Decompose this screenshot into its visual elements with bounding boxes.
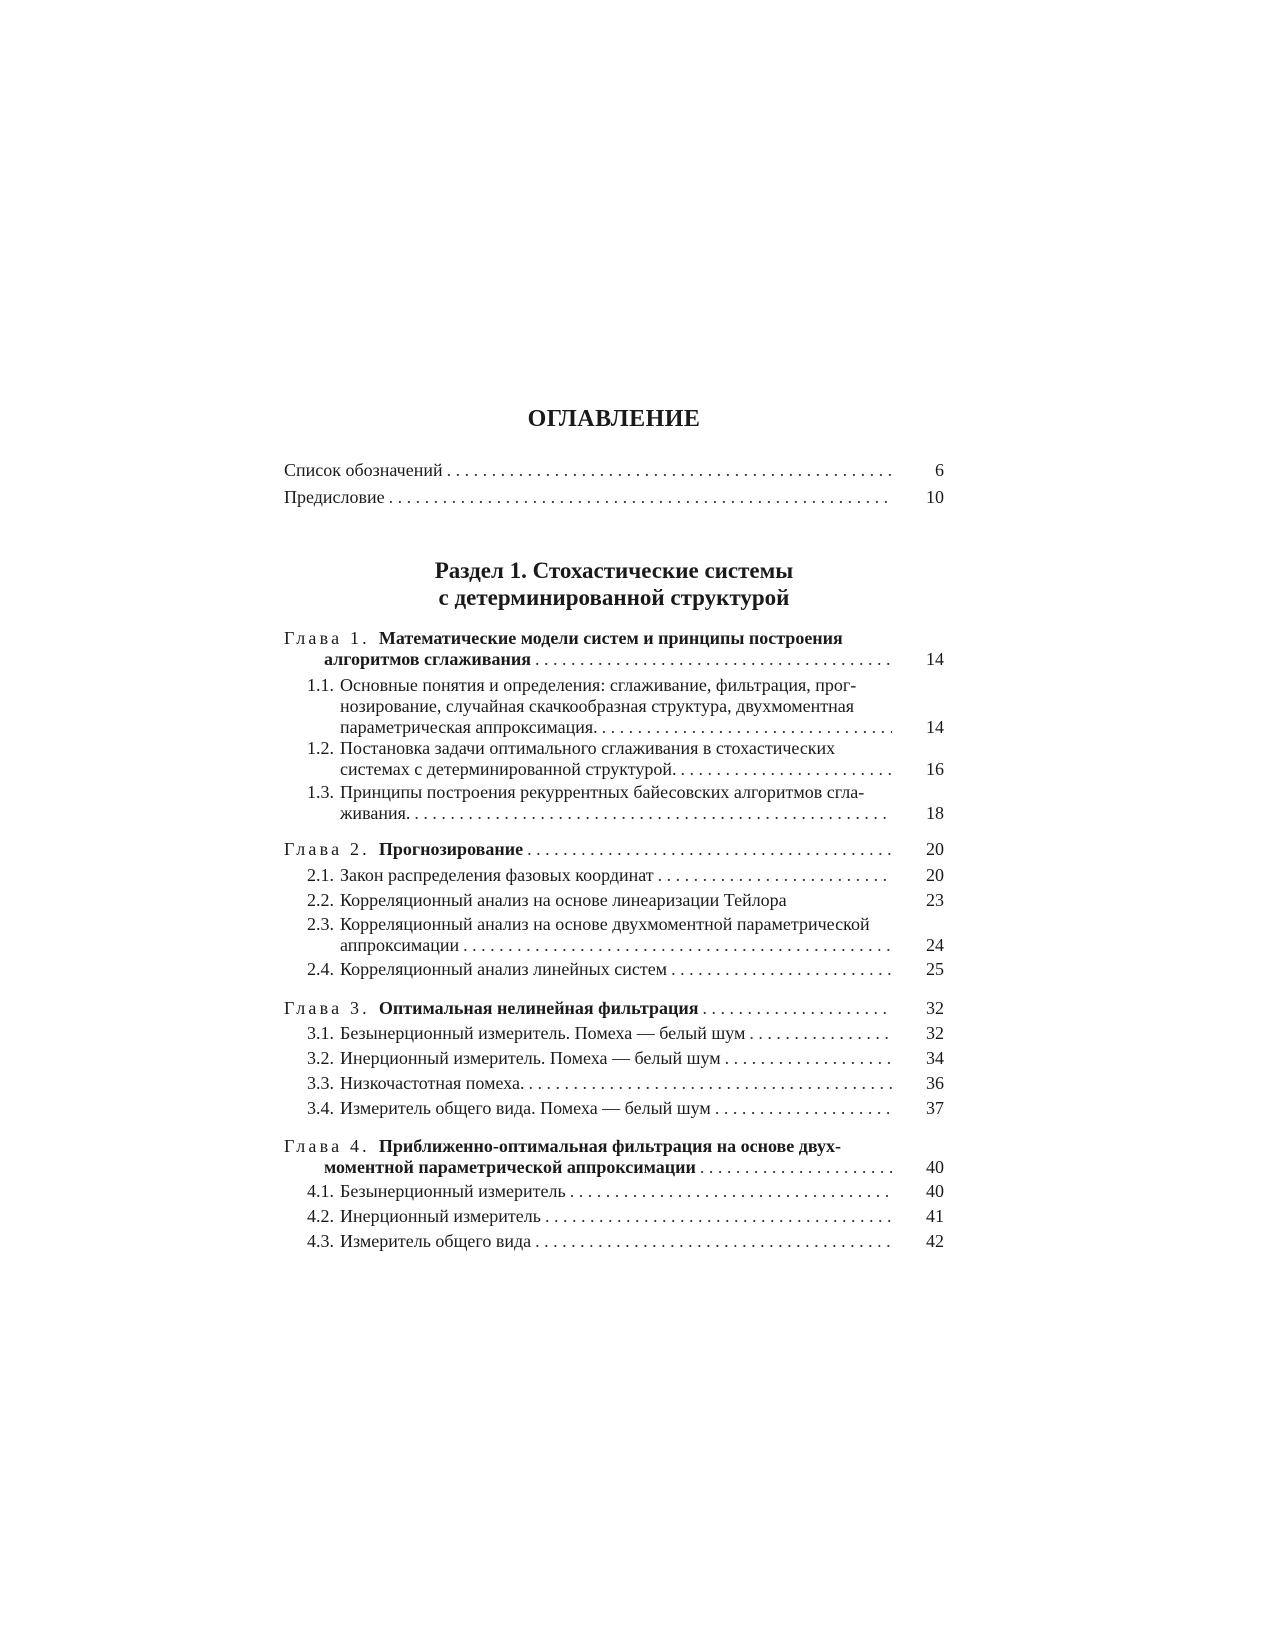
subsection-number: 4.3. [307, 1231, 334, 1251]
toc-subsection-2-4[interactable] [284, 959, 944, 980]
chapter-prefix: Глава 1. [284, 628, 370, 648]
toc-subsection-1-3[interactable] [284, 782, 944, 824]
page-number: 36 [926, 1073, 944, 1093]
page-number: 41 [926, 1206, 944, 1226]
page-number: 24 [926, 935, 944, 955]
toc-subsection-3-2[interactable] [284, 1048, 944, 1069]
toc-entry-preface[interactable] [284, 487, 944, 508]
entry-label: Список обозначений [284, 460, 443, 480]
dot-leader [389, 487, 892, 508]
chapter-prefix: Глава 2. [284, 839, 370, 859]
dot-leader [681, 759, 893, 780]
section-heading [284, 557, 944, 611]
toc-chapter-1[interactable] [284, 628, 944, 670]
subsection-number: 4.2. [307, 1206, 334, 1226]
subsection-line1: Низкочастотная помеха. [340, 1073, 525, 1093]
page-number: 32 [926, 1023, 944, 1043]
chapter-prefix: Глава 3. [284, 998, 370, 1018]
dot-leader [447, 460, 892, 481]
subsection-line1: Корреляционный анализ линейных систем [340, 959, 668, 979]
chapter-title-line1: Приближенно-оптимальная фильтрация на основе двух- [378, 1136, 841, 1156]
dot-leader [702, 998, 892, 1019]
page-number: 40 [926, 1157, 944, 1177]
page-number: 25 [926, 959, 944, 979]
subsection-number: 3.4. [307, 1098, 334, 1118]
entry-label: Предисловие [284, 487, 385, 507]
subsection-number: 3.3. [307, 1073, 334, 1093]
page-number: 10 [926, 487, 944, 507]
subsection-line1: Принципы построения рекуррентных байесовских алгоритмов сгла- [340, 782, 865, 802]
subsection-line1: Безынерционный измеритель [340, 1181, 566, 1201]
toc-subsection-4-3[interactable] [284, 1231, 944, 1252]
page-number: 23 [926, 890, 944, 910]
dot-leader [535, 649, 892, 670]
subsection-line1: Измеритель общего вида [340, 1231, 532, 1251]
dot-leader [570, 1181, 892, 1202]
dot-leader [715, 1098, 892, 1119]
subsection-line1: Основные понятия и определения: сглаживание, фильтрация, прог- [340, 675, 857, 695]
subsection-number: 2.2. [307, 890, 334, 910]
toc-subsection-3-3[interactable] [284, 1073, 944, 1094]
subsection-number: 2.3. [307, 914, 334, 934]
toc-subsection-3-4[interactable] [284, 1098, 944, 1119]
chapter-title-line2: моментной параметрической аппроксимации [324, 1157, 696, 1177]
section-heading-line1: Раздел 1. Стохастические системы [434, 558, 794, 583]
page-number: 40 [926, 1181, 944, 1201]
page-number: 18 [926, 803, 944, 823]
toc-subsection-4-2[interactable] [284, 1206, 944, 1227]
subsection-number: 3.1. [307, 1023, 334, 1043]
subsection-line1: Измеритель общего вида. Помеха — белый шум [340, 1098, 711, 1118]
subsection-line1: Безынерционный измеритель. Помеха — белый шум [340, 1023, 746, 1043]
dot-leader [528, 1073, 892, 1094]
subsection-line1: Закон распределения фазовых координат [340, 865, 654, 885]
page-number: 32 [926, 998, 944, 1018]
page-number: 6 [935, 460, 944, 480]
dot-leader [700, 1157, 892, 1178]
page-number: 20 [926, 839, 944, 859]
dot-leader [658, 865, 892, 886]
toc-subsection-2-3[interactable] [284, 914, 944, 956]
subsection-number: 2.1. [307, 865, 334, 885]
toc-subsection-4-1[interactable] [284, 1181, 944, 1202]
dot-leader [602, 717, 892, 738]
dot-leader [463, 935, 892, 956]
toc-entry-notation[interactable] [284, 460, 944, 481]
subsection-line1: Корреляционный анализ на основе двухмоментной параметрической [340, 914, 870, 934]
subsection-line2: аппроксимации [340, 935, 460, 955]
subsection-line1: Инерционный измеритель. Помеха — белый шум [340, 1048, 721, 1068]
page-number: 16 [926, 759, 944, 779]
subsection-line1: Постановка задачи оптимального сглаживания в стохастических [340, 738, 836, 758]
subsection-line2: нозирование, случайная скачкообразная структура, двухмоментная [340, 696, 855, 716]
chapter-title-line1: Оптимальная нелинейная фильтрация [378, 998, 699, 1018]
subsection-number: 1.3. [307, 782, 334, 802]
chapter-prefix: Глава 4. [284, 1136, 370, 1156]
page-title: ОГЛАВЛЕНИЕ [527, 406, 701, 432]
toc-chapter-3[interactable] [284, 998, 944, 1019]
page-number: 37 [926, 1098, 944, 1118]
subsection-number: 1.1. [307, 675, 334, 695]
chapter-title-line1: Математические модели систем и принципы построения [378, 628, 843, 648]
page-number: 42 [926, 1231, 944, 1251]
toc-chapter-2[interactable] [284, 839, 944, 860]
page-number: 14 [926, 717, 944, 737]
toc-subsection-1-1[interactable] [284, 675, 944, 738]
dot-leader [749, 1023, 892, 1044]
subsection-line2: системах с детерминированной структурой. [340, 759, 677, 779]
dot-leader [414, 803, 892, 824]
subsection-number: 1.2. [307, 738, 334, 758]
section-heading-line2: с детерминированной структурой [438, 585, 790, 610]
toc-subsection-3-1[interactable] [284, 1023, 944, 1044]
toc-chapter-4[interactable] [284, 1136, 944, 1178]
dot-leader [725, 1048, 892, 1069]
toc-subsection-1-2[interactable] [284, 738, 944, 780]
subsection-line1: Корреляционный анализ на основе линеаризации Тейлора [340, 890, 787, 910]
dot-leader [671, 959, 892, 980]
page-number: 14 [926, 649, 944, 669]
subsection-number: 2.4. [307, 959, 334, 979]
page-number: 34 [926, 1048, 944, 1068]
subsection-line1: Инерционный измеритель [340, 1206, 541, 1226]
dot-leader [527, 839, 892, 860]
chapter-title-line2: алгоритмов сглаживания [324, 649, 531, 669]
toc-subsection-2-2[interactable] [284, 890, 944, 911]
subsection-number: 4.1. [307, 1181, 334, 1201]
page-number: 20 [926, 865, 944, 885]
chapter-title-line1: Прогнозирование [378, 839, 524, 859]
toc-subsection-2-1[interactable] [284, 865, 944, 886]
subsection-line3: параметрическая аппроксимация. [340, 717, 598, 737]
dot-leader [535, 1231, 892, 1252]
subsection-number: 3.2. [307, 1048, 334, 1068]
dot-leader [545, 1206, 892, 1227]
subsection-line2: живания. [340, 803, 411, 823]
